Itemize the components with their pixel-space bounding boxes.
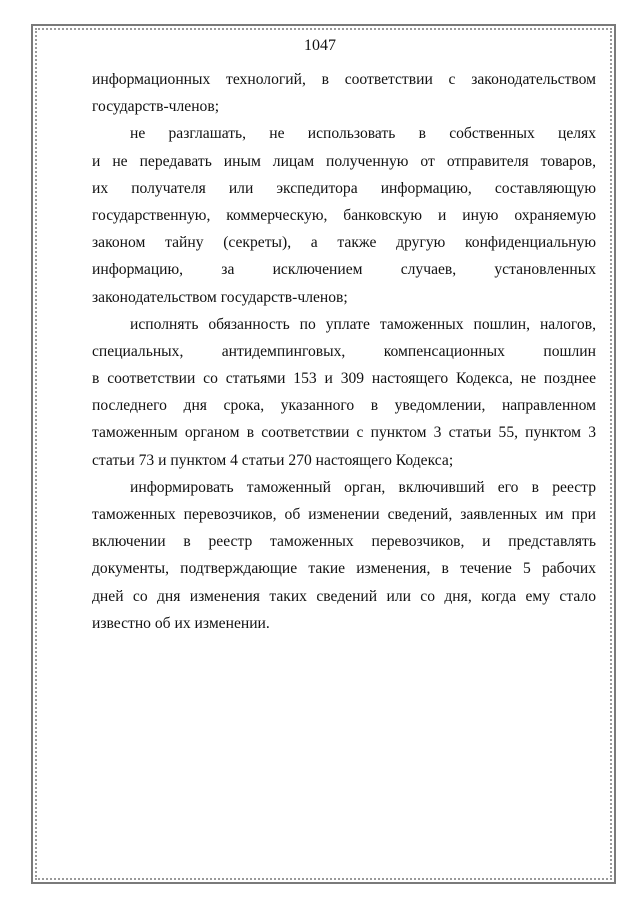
text-line: государств-членов;	[92, 98, 220, 116]
text-line: статьи 73 и пунктом 4 статьи 270 настоящего Кодекса;	[92, 451, 454, 469]
text-line: включении в реестр таможенных перевозчиков, и представлять	[92, 533, 596, 551]
text-line: информационных технологий, в соответствии с законодательством	[92, 71, 596, 88]
text-line: и не передавать иным лицам полученную от отправителя товаров,	[92, 152, 596, 170]
text-line: законом тайну (секреты), а также другую конфиденциальную	[92, 234, 596, 252]
text-line: их получателя или экспедитора информацию, составляющую	[92, 179, 596, 197]
text-line: таможенным органом в соответствии с пунктом 3 статьи 55, пунктом 3	[92, 424, 596, 442]
text-line: последнего дня срока, указанного в уведомлении, направленном	[92, 397, 596, 415]
paragraph	[92, 311, 596, 474]
text-line: информацию, за исключением случаев, установленных	[92, 261, 596, 279]
text-line: не разглашать, не использовать в собственных целях	[130, 125, 596, 143]
paragraph	[92, 120, 596, 310]
text-line: специальных, антидемпинговых, компенсационных пошлин	[92, 342, 596, 360]
text-line: известно об их изменении.	[92, 614, 270, 632]
text-line: законодательством государств-членов;	[92, 288, 348, 306]
page-number: 1047	[304, 37, 336, 54]
document-body	[92, 66, 596, 637]
text-line: в соответствии со статьями 153 и 309 настоящего Кодекса, не позднее	[92, 370, 596, 388]
text-line: таможенных перевозчиков, об изменении сведений, заявленных им при	[92, 506, 596, 523]
text-line: исполнять обязанность по уплате таможенных пошлин, налогов,	[130, 315, 596, 333]
text-line: информировать таможенный орган, включивший его в реестр	[130, 478, 596, 496]
text-line: государственную, коммерческую, банковскую и иную охраняемую	[92, 206, 596, 224]
text-line: документы, подтверждающие такие изменения, в течение 5 рабочих	[92, 560, 596, 578]
paragraph	[92, 66, 596, 120]
paragraph	[92, 474, 596, 637]
text-line: дней со дня изменения таких сведений или со дня, когда ему стало	[92, 587, 596, 605]
